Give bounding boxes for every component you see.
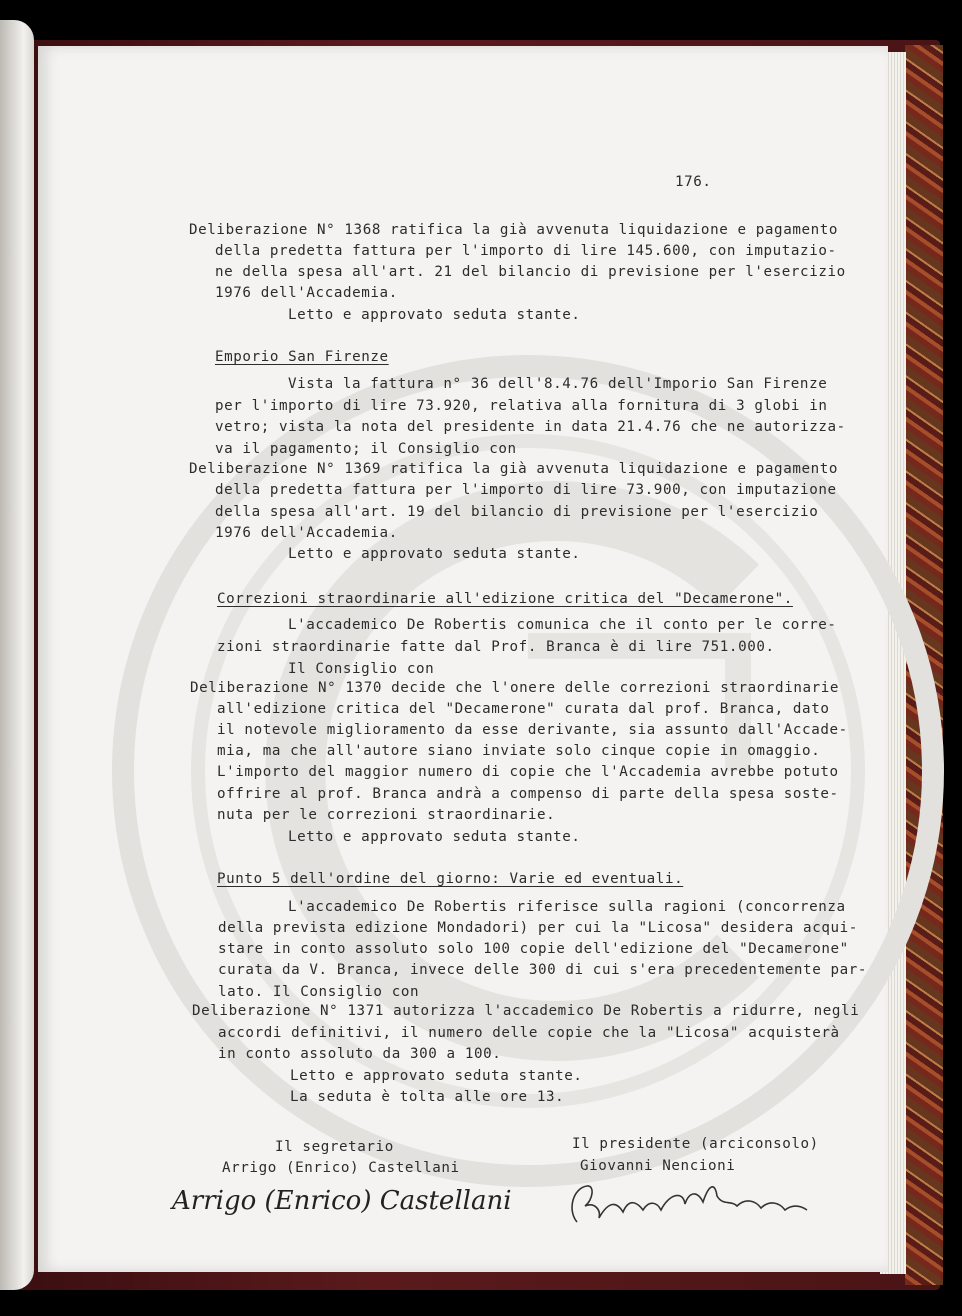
- text-line: vetro; vista la nota del presidente in data 21.4.76 che ne autorizza-: [215, 419, 846, 435]
- text-line: zioni straordinarie fatte dal Prof. Branca è di lire 751.000.: [217, 639, 775, 655]
- text-line: lato. Il Consiglio con: [218, 984, 420, 1000]
- text-line: della predetta fattura per l'importo di lire 145.600, con imputazio-: [215, 243, 837, 259]
- section-heading: Punto 5 dell'ordine del giorno: Varie ed eventuali.: [217, 871, 684, 887]
- text-line: offrire al prof. Branca andrà a compenso di parte della spesa soste-: [217, 786, 839, 802]
- text-line: Letto e approvato seduta stante.: [288, 307, 581, 323]
- text-line: Letto e approvato seduta stante.: [288, 829, 581, 845]
- text-line: Vista la fattura n° 36 dell'8.4.76 dell'Imporio San Firenze: [288, 376, 828, 392]
- text-line: Deliberazione N° 1369 ratifica la già avvenuta liquidazione e pagamento: [189, 461, 839, 477]
- secretary-name: Arrigo (Enrico) Castellani: [222, 1160, 460, 1176]
- facing-page-edge: [0, 20, 34, 1290]
- text-line: il notevole miglioramento da esse derivante, sia assunto dall'Accade-: [217, 722, 848, 738]
- text-line: 1976 dell'Accademia.: [215, 525, 398, 541]
- text-line: L'accademico De Robertis riferisce sulla ragioni (concorrenza: [288, 899, 846, 915]
- president-signature-icon: [565, 1180, 815, 1230]
- text-line: accordi definitivi, il numero delle copie che la "Licosa" acquisterà: [218, 1025, 840, 1041]
- text-line: Letto e approvato seduta stante.: [288, 546, 581, 562]
- text-line: ne della spesa all'art. 21 del bilancio di previsione per l'esercizio: [215, 264, 846, 280]
- text-line: 1976 dell'Accademia.: [215, 285, 398, 301]
- text-line: nuta per le correzioni straordinarie.: [217, 807, 556, 823]
- text-line: per l'importo di lire 73.920, relativa alla fornitura di 3 globi in: [215, 398, 828, 414]
- text-line: curata da V. Branca, invece delle 300 di cui s'era precedentemente par-: [218, 962, 868, 978]
- text-line: La seduta è tolta alle ore 13.: [290, 1089, 565, 1105]
- president-name: Giovanni Nencioni: [580, 1158, 736, 1174]
- president-role: Il presidente (arciconsolo): [572, 1136, 819, 1152]
- secretary-role: Il segretario: [275, 1139, 394, 1155]
- text-line: mia, ma che all'autore siano inviate solo cinque copie in omaggio.: [217, 743, 821, 759]
- secretary-signature: Arrigo (Enrico) Castellani: [172, 1186, 512, 1216]
- text-line: della spesa all'art. 19 del bilancio di previsione per l'esercizio: [215, 504, 819, 520]
- text-line: L'importo del maggior numero di copie che l'Accademia avrebbe potuto: [217, 764, 839, 780]
- page-number: 176.: [675, 174, 712, 190]
- section-heading: Correzioni straordinarie all'edizione critica del "Decamerone".: [217, 591, 793, 607]
- text-line: in conto assoluto da 300 a 100.: [218, 1046, 502, 1062]
- text-line: Il Consiglio con: [288, 661, 435, 677]
- text-line: Deliberazione N° 1370 decide che l'onere delle correzioni straordinarie: [190, 680, 840, 696]
- text-line: Deliberazione N° 1368 ratifica la già avvenuta liquidazione e pagamento: [189, 222, 839, 238]
- text-line: Deliberazione N° 1371 autorizza l'accademico De Robertis a ridurre, negli: [192, 1003, 860, 1019]
- text-line: L'accademico De Robertis comunica che il conto per le corre-: [288, 617, 837, 633]
- section-heading: Emporio San Firenze: [215, 349, 389, 365]
- text-line: va il pagamento; il Consiglio con: [215, 441, 517, 457]
- text-line: stare in conto assoluto solo 100 copie dell'edizione del "Decamerone": [218, 941, 849, 957]
- marbled-edge: [905, 45, 943, 1285]
- text-line: della predetta fattura per l'importo di lire 73.900, con imputazione: [215, 482, 837, 498]
- text-line: della prevista edizione Mondadori) per cui la "Licosa" desidera acqui-: [218, 920, 858, 936]
- text-line: Letto e approvato seduta stante.: [290, 1068, 583, 1084]
- text-line: all'edizione critica del "Decamerone" curata dal prof. Branca, dato: [217, 701, 830, 717]
